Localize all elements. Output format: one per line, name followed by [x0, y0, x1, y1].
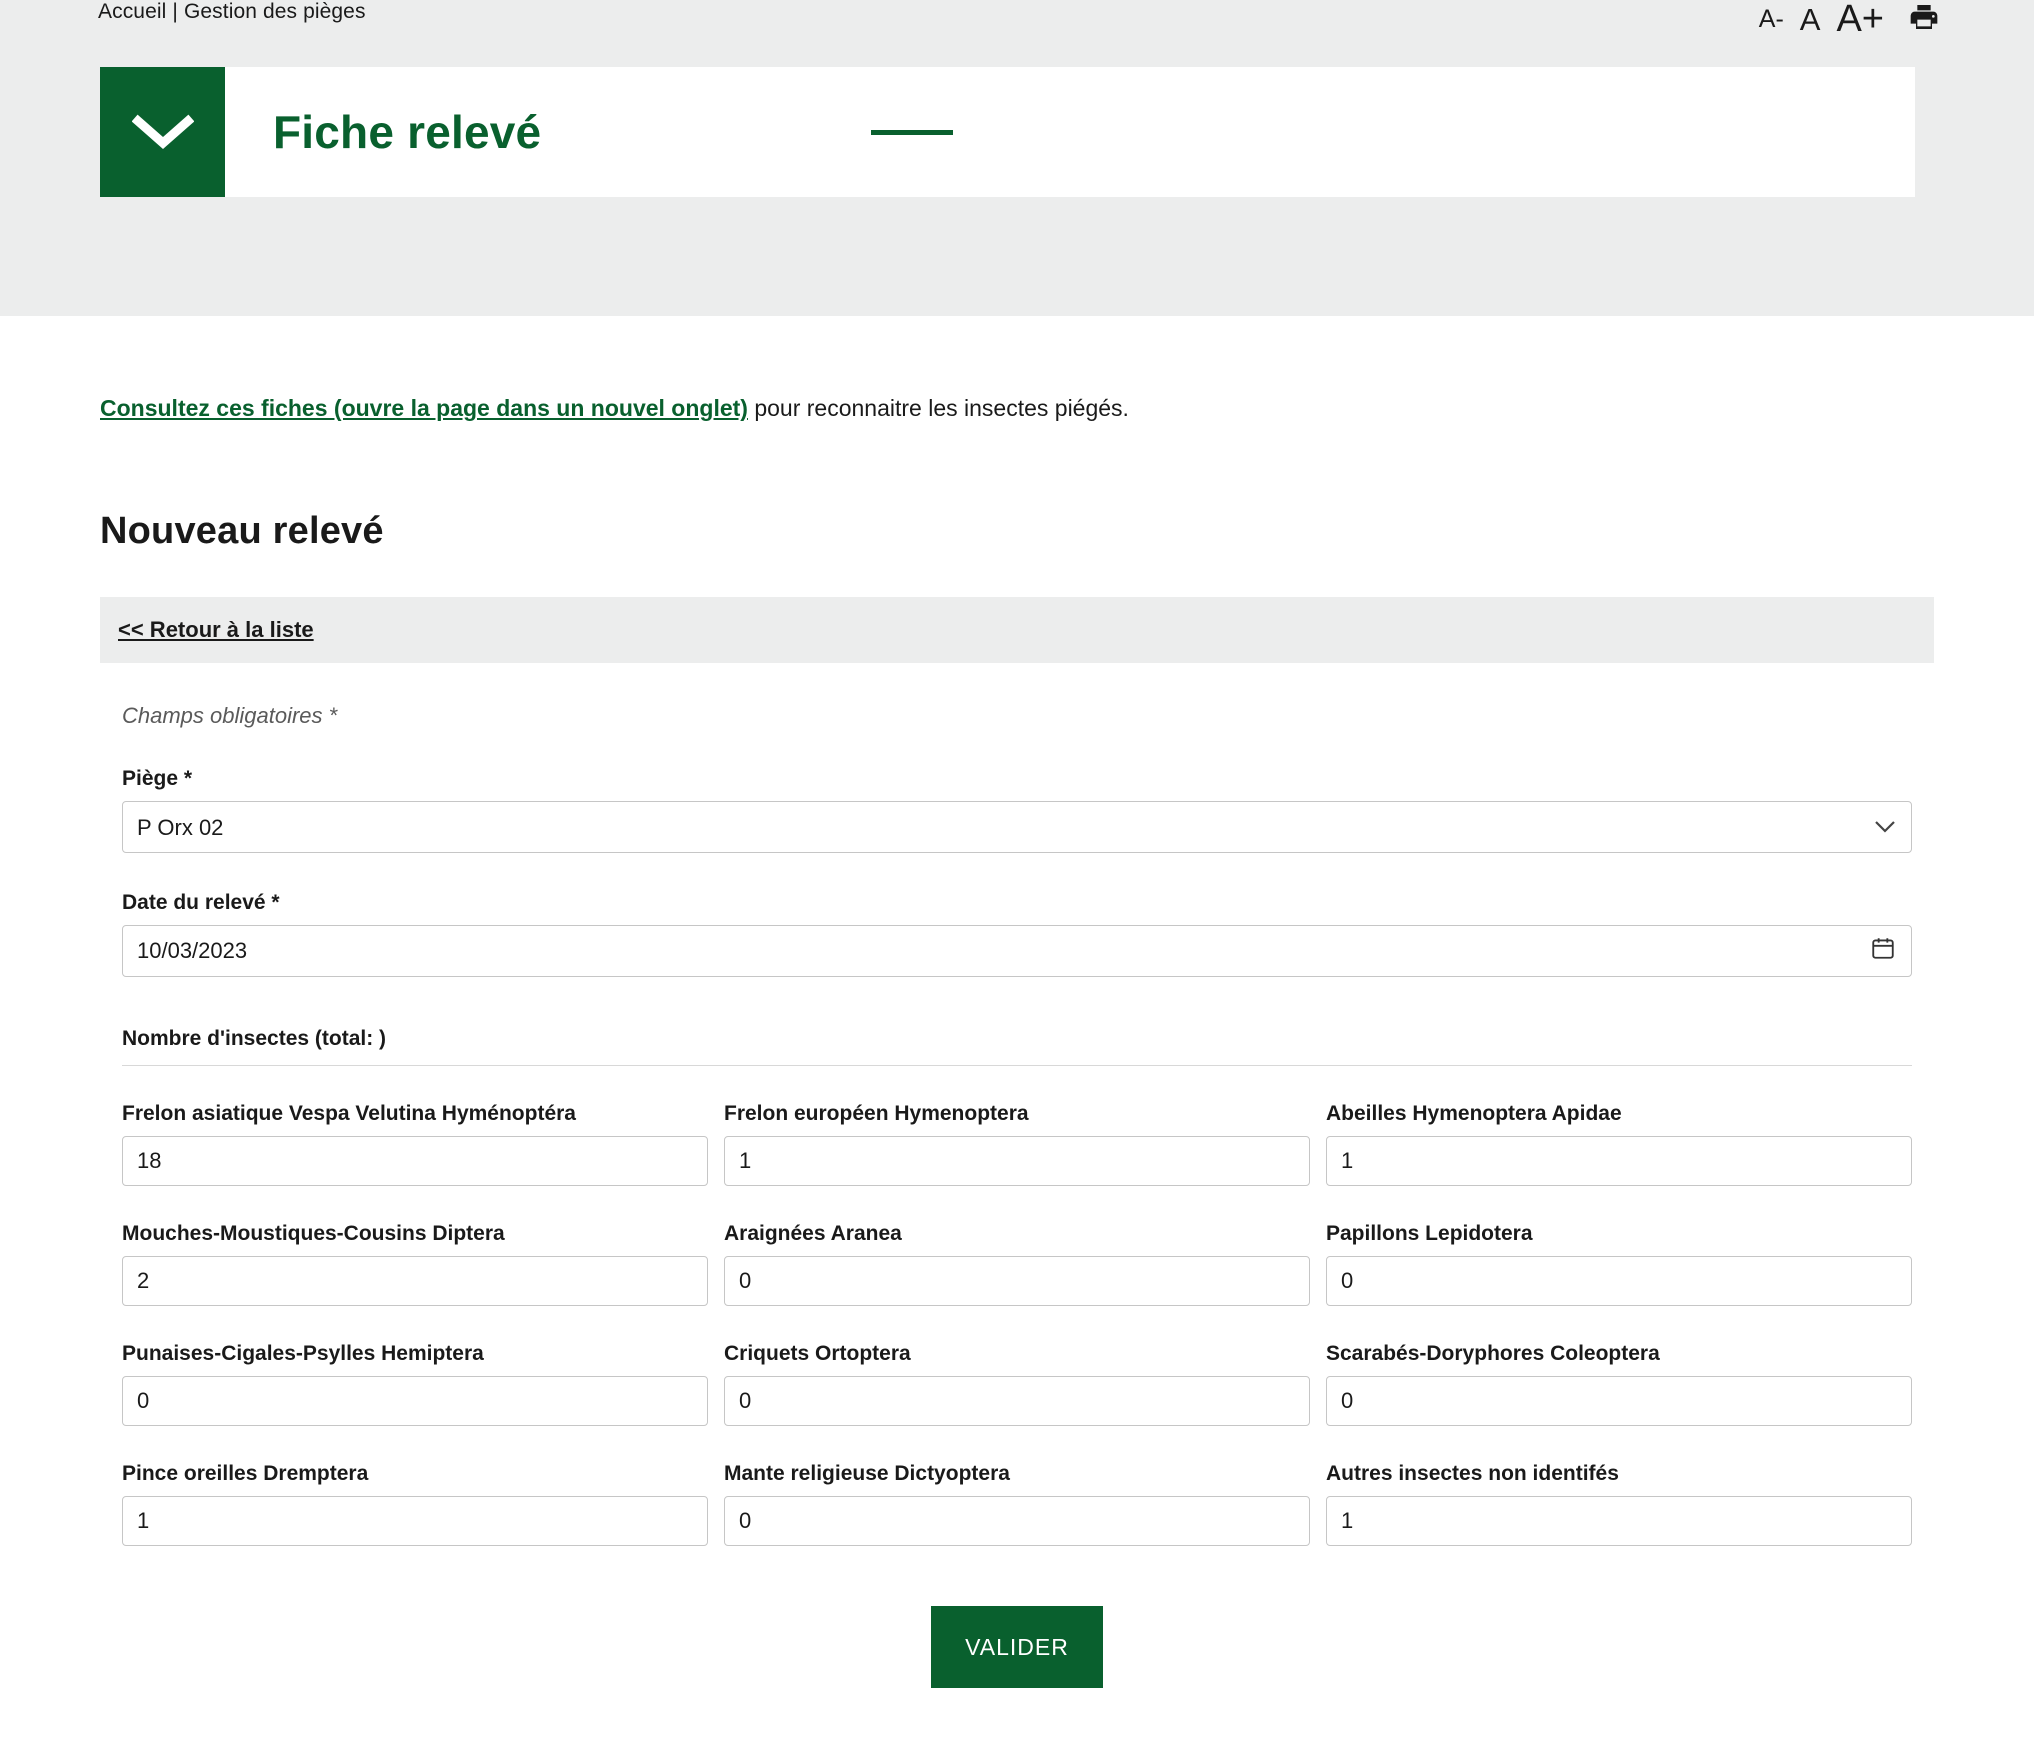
font-increase-button[interactable]: A+ [1836, 0, 1884, 40]
insect-field-9 [122, 1426, 708, 1546]
insect-field-0 [122, 1066, 708, 1186]
main-content [0, 392, 2034, 1748]
insect-count-input[interactable] [122, 1136, 708, 1186]
back-to-list-link[interactable]: << Retour à la liste [118, 617, 314, 643]
insect-label: Araignées Aranea [724, 1222, 902, 1246]
accessibility-toolbar [1759, 0, 1942, 38]
insect-label: Mouches-Moustiques-Cousins Diptera [122, 1222, 505, 1246]
intro-rest-text: pour reconnaitre les insectes piégés. [747, 395, 1129, 421]
insect-field-7 [724, 1306, 1310, 1426]
insect-count-input[interactable] [1326, 1496, 1912, 1546]
submit-row [122, 1606, 1912, 1748]
trap-select[interactable] [122, 801, 1912, 853]
insect-count-input[interactable] [724, 1376, 1310, 1426]
date-input[interactable] [122, 925, 1912, 977]
fiche-title-card [100, 67, 1915, 197]
insect-field-8 [1326, 1306, 1912, 1426]
breadcrumb [98, 0, 366, 24]
date-field-label: Date du relevé * [122, 891, 280, 915]
insect-count-input[interactable] [122, 1256, 708, 1306]
insect-count-input[interactable] [724, 1496, 1310, 1546]
insect-count-input[interactable] [1326, 1136, 1912, 1186]
insect-label: Frelon asiatique Vespa Velutina Hyménoptéra [122, 1102, 576, 1126]
insect-field-3 [122, 1186, 708, 1306]
insect-field-5 [1326, 1186, 1912, 1306]
insect-count-section-label: Nombre d'insectes (total: ) [122, 1027, 1912, 1066]
insect-sheets-link[interactable]: Consultez ces fiches (ouvre la page dans un nouvel onglet) [100, 395, 748, 421]
font-decrease-button[interactable]: A- [1758, 4, 1784, 33]
font-normal-button[interactable]: A [1799, 1, 1821, 37]
insect-field-6 [122, 1306, 708, 1426]
insect-field-10 [724, 1426, 1310, 1546]
insect-field-4 [724, 1186, 1310, 1306]
insect-label: Autres insectes non identifés [1326, 1462, 1619, 1486]
mandatory-fields-note: Champs obligatoires * [122, 703, 338, 729]
insect-count-input[interactable] [122, 1496, 708, 1546]
page-title: Fiche relevé [273, 106, 542, 158]
insect-field-11 [1326, 1426, 1912, 1546]
insect-label: Pince oreilles Dremptera [122, 1462, 369, 1486]
insect-label: Abeilles Hymenoptera Apidae [1326, 1102, 1622, 1126]
title-divider-dash [871, 130, 953, 135]
validate-button[interactable]: VALIDER [931, 1606, 1103, 1688]
insect-count-grid [122, 1066, 1912, 1546]
insect-count-input[interactable] [724, 1256, 1310, 1306]
printer-icon[interactable] [1906, 1, 1942, 37]
date-input-wrap [122, 925, 1912, 977]
back-bar [100, 597, 1934, 663]
page-header-band [0, 0, 2034, 316]
chevron-down-icon [132, 113, 194, 151]
insect-label: Frelon européen Hymenoptera [724, 1102, 1029, 1126]
breadcrumb-separator: | [172, 0, 178, 23]
insect-label: Scarabés-Doryphores Coleoptera [1326, 1342, 1660, 1366]
insect-count-input[interactable] [1326, 1256, 1912, 1306]
insect-label: Papillons Lepidotera [1326, 1222, 1533, 1246]
releve-form [100, 703, 1934, 1748]
breadcrumb-current[interactable]: Gestion des pièges [183, 0, 366, 23]
trap-field-label: Piège * [122, 767, 193, 791]
insect-count-input[interactable] [724, 1136, 1310, 1186]
insect-label: Mante religieuse Dictyoptera [724, 1462, 1010, 1486]
insect-count-input[interactable] [122, 1376, 708, 1426]
breadcrumb-home[interactable]: Accueil [98, 0, 167, 23]
collapse-toggle[interactable] [100, 67, 225, 197]
insect-label: Punaises-Cigales-Psylles Hemiptera [122, 1342, 484, 1366]
insect-label: Criquets Ortoptera [724, 1342, 911, 1366]
insect-field-1 [724, 1066, 1310, 1186]
intro-paragraph [100, 392, 1934, 424]
insect-count-input[interactable] [1326, 1376, 1912, 1426]
section-heading: Nouveau relevé [100, 510, 384, 553]
insect-field-2 [1326, 1066, 1912, 1186]
trap-select-wrap [122, 801, 1912, 853]
